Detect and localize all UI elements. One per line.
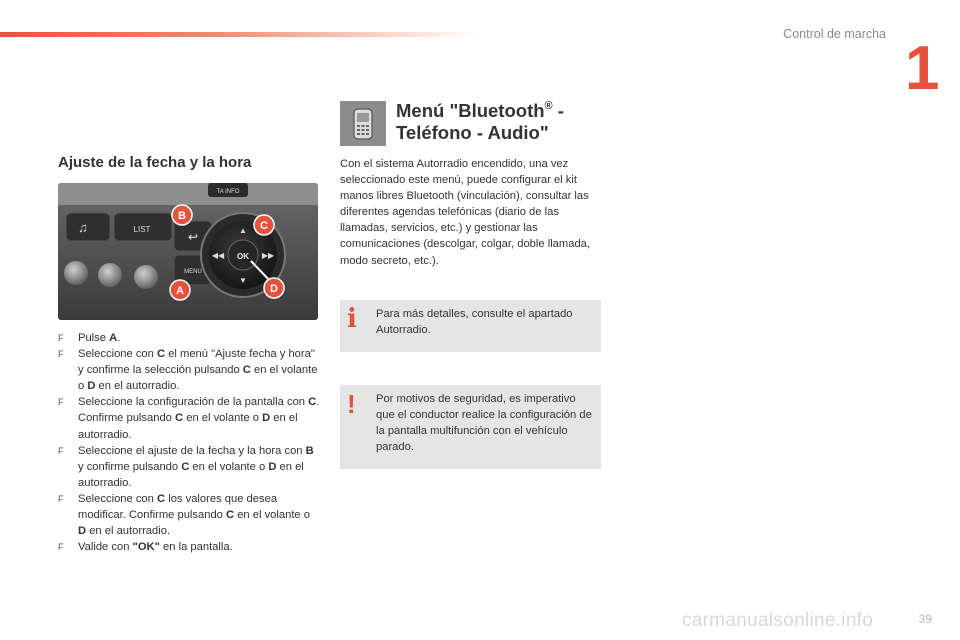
radio-control-photo: [58, 183, 318, 320]
down-arrow-icon: ▼: [239, 276, 247, 285]
instruction-step: F Valide con "OK" en la pantalla.: [58, 539, 320, 555]
instruction-step: F Seleccione con C el menú "Ajuste fecha y hora" y confirme la selección pulsando C en el volante o D en el autorradio.: [58, 348, 318, 393]
callout-d: [264, 278, 284, 298]
svg-text:C: C: [260, 220, 268, 232]
info-icon: i: [347, 304, 357, 334]
watermark: carmanualsonline.info: [682, 610, 874, 631]
instruction-step: F Seleccione el ajuste de la fecha y la hora con B y confirme pulsando C en el volante o D en el autorradio.: [58, 444, 314, 489]
page-number: 39: [918, 612, 932, 626]
heading-line2: Teléfono - Audio": [396, 122, 549, 144]
svg-text:D: D: [270, 283, 278, 295]
heading-line1: Menú "Bluetooth: [396, 100, 545, 122]
mobile-phone-icon: [340, 101, 386, 146]
info-note: [340, 300, 601, 352]
instruction-step: F Seleccione con C los valores que desea modificar. Confirme pulsando C en el volante o D en el autorradio.: [58, 492, 310, 538]
bullet-icon: F: [58, 397, 64, 408]
callout-a: [170, 280, 190, 300]
fast-forward-icon: ▶▶: [261, 251, 275, 260]
bluetooth-menu-description: Con el sistema Autorradio encendido, una vez seleccionado este menú, puede configurar el kit manos libres Bluetooth (vinculación), consultar las diferentes agendas telefónicas (diario de las llamadas, servicios, etc.) y gestionar las comunicaciones (descolgar, colgar, doble llamada, modo secreto, etc.).: [340, 158, 590, 267]
bullet-icon: F: [58, 349, 64, 360]
info-note-text: Para más detalles, consulte el apartado Autorradio.: [376, 308, 573, 337]
ta-info-key-label: TA INFO: [216, 189, 240, 195]
music-note-icon: ♫: [78, 220, 88, 235]
callout-c: [254, 215, 274, 235]
section-label: Control de marcha: [783, 27, 886, 41]
bullet-icon: F: [58, 445, 64, 456]
chapter-number: 1: [905, 34, 940, 103]
callout-b: [172, 205, 192, 225]
section-heading-bluetooth-menu: [396, 96, 564, 144]
registered-mark: ®: [544, 100, 553, 112]
instruction-steps: [58, 330, 320, 555]
menu-key-label: MENU: [184, 269, 202, 275]
rewind-icon: ◀◀: [211, 251, 225, 260]
warning-note-text: Por motivos de seguridad, es imperativo que el conductor realice la configuración de la pantalla multifunción con el vehículo parado.: [376, 393, 592, 454]
warning-note: [340, 385, 601, 469]
section-heading-date-time: Ajuste de la fecha y la hora: [58, 154, 252, 171]
bullet-icon: F: [58, 493, 64, 504]
warning-icon: !: [347, 389, 356, 419]
heading-dash: -: [552, 100, 564, 122]
back-arrow-icon: ↩: [187, 230, 199, 244]
list-key-label: LIST: [133, 225, 151, 234]
header-accent-bar: [0, 32, 480, 37]
instruction-step: F Seleccione la configuración de la pantalla con C. Confirme pulsando C en el volante o D en el autorradio.: [58, 396, 320, 441]
svg-text:A: A: [176, 285, 184, 297]
ok-key-label: OK: [237, 252, 249, 261]
up-arrow-icon: ▲: [239, 226, 247, 235]
svg-text:B: B: [178, 210, 186, 222]
bullet-icon: F: [58, 333, 64, 343]
instruction-step: F Pulse A.: [58, 330, 320, 346]
bullet-icon: F: [58, 542, 64, 553]
